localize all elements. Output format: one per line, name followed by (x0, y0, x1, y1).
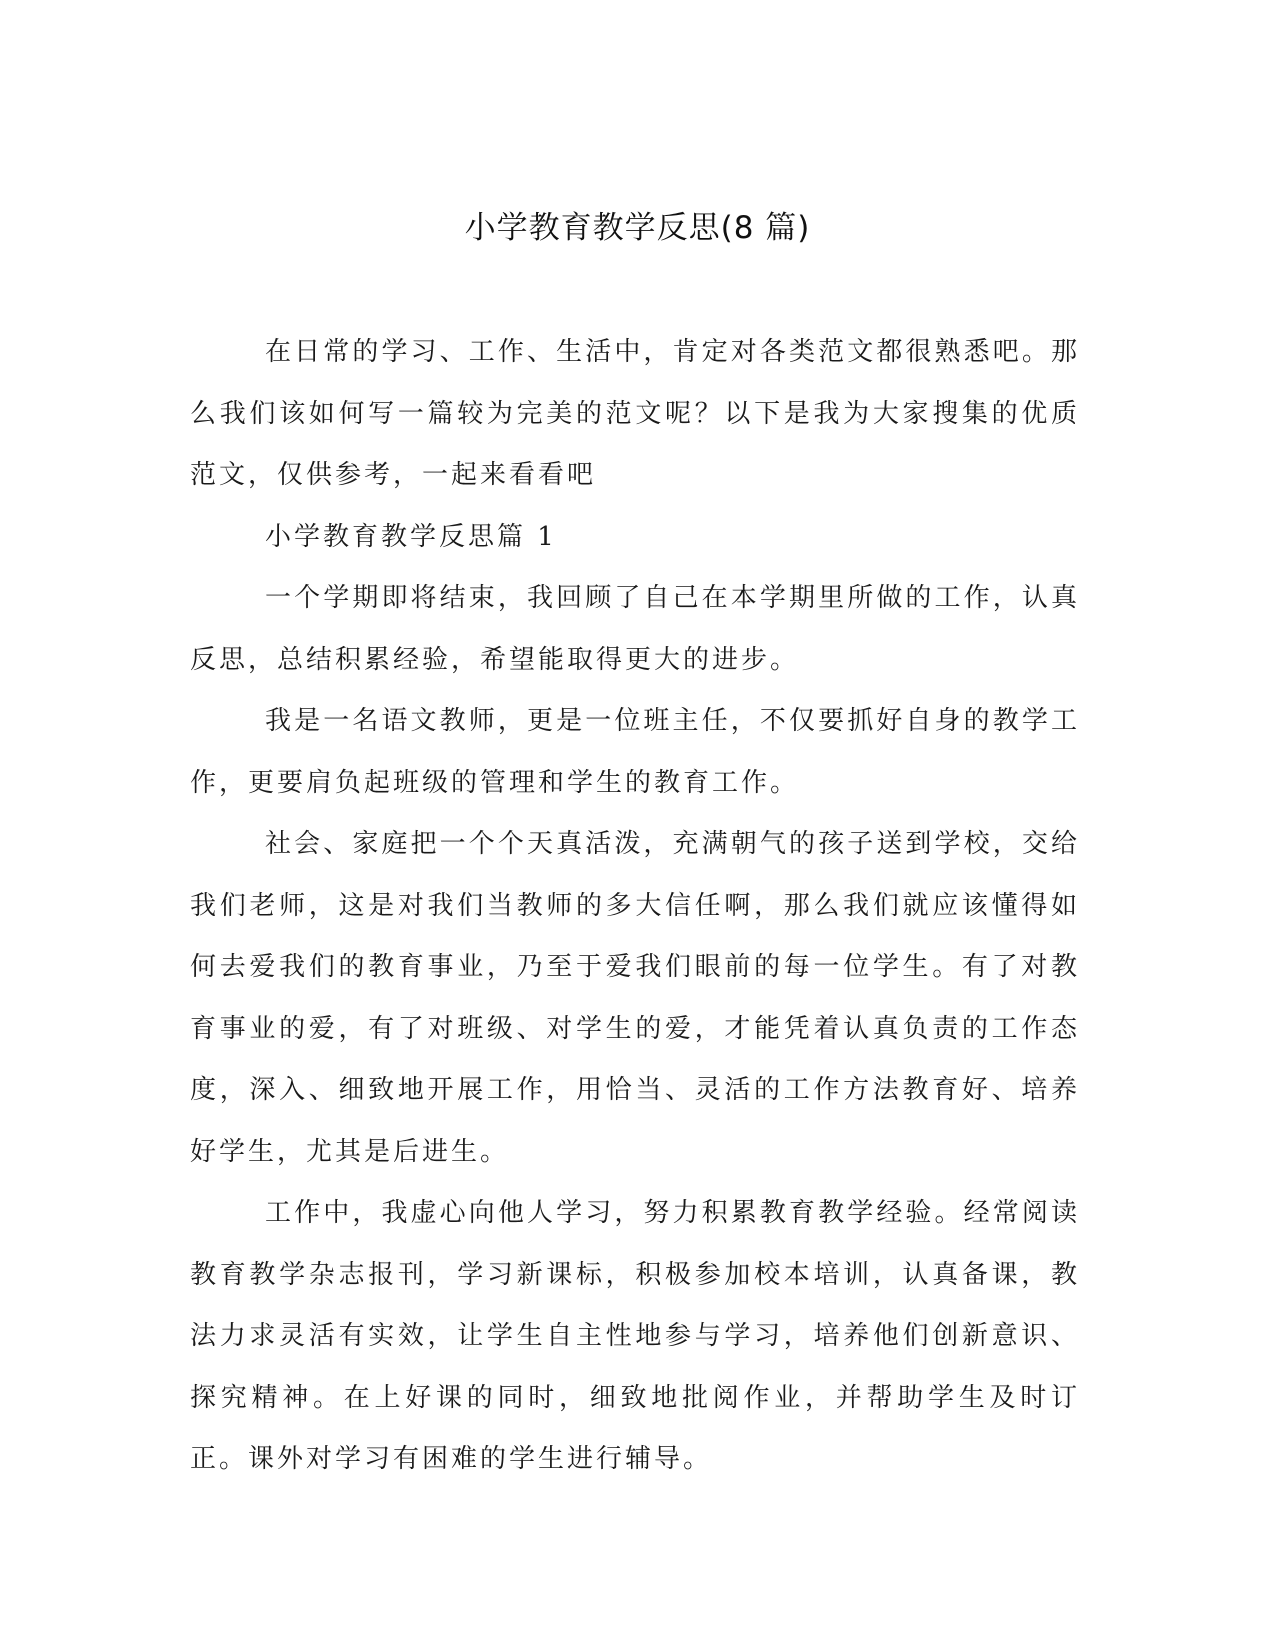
document-title: 小学教育教学反思(8 篇) (464, 210, 811, 246)
document-body (190, 322, 1080, 1491)
paragraph: 我是一名语文教师，更是一位班主任，不仅要抓好自身的教学工作，更要肩负起班级的管理和学生的教育工作。 (190, 706, 1080, 798)
paragraph: 工作中，我虚心向他人学习，努力积累教育教学经验。经常阅读教育教学杂志报刊，学习新课标，积极参加校本培训，认真备课，教法力求灵活有实效，让学生自主性地参与学习，培养他们创新意识、探究精神。在上好课的同时，细致地批阅作业，并帮助学生及时订正。课外对学习有困难的学生进行辅导。 (190, 1198, 1080, 1474)
paragraph-intro: 在日常的学习、工作、生活中，肯定对各类范文都很熟悉吧。那么我们该如何写一篇较为完美的范文呢？以下是我为大家搜集的优质范文，仅供参考，一起来看看吧 (190, 337, 1080, 490)
section-heading: 小学教育教学反思篇 1 (265, 521, 557, 552)
paragraph: 社会、家庭把一个个天真活泼，充满朝气的孩子送到学校，交给我们老师，这是对我们当教师的多大信任啊，那么我们就应该懂得如何去爱我们的教育事业，乃至于爱我们眼前的每一位学生。有了对教育事业的爱，有了对班级、对学生的爱，才能凭着认真负责的工作态度，深入、细致地开展工作，用恰当、灵活的工作方法教育好、培养好学生，尤其是后进生。 (190, 829, 1080, 1167)
paragraph: 一个学期即将结束，我回顾了自己在本学期里所做的工作，认真反思，总结积累经验，希望能取得更大的进步。 (190, 583, 1080, 675)
